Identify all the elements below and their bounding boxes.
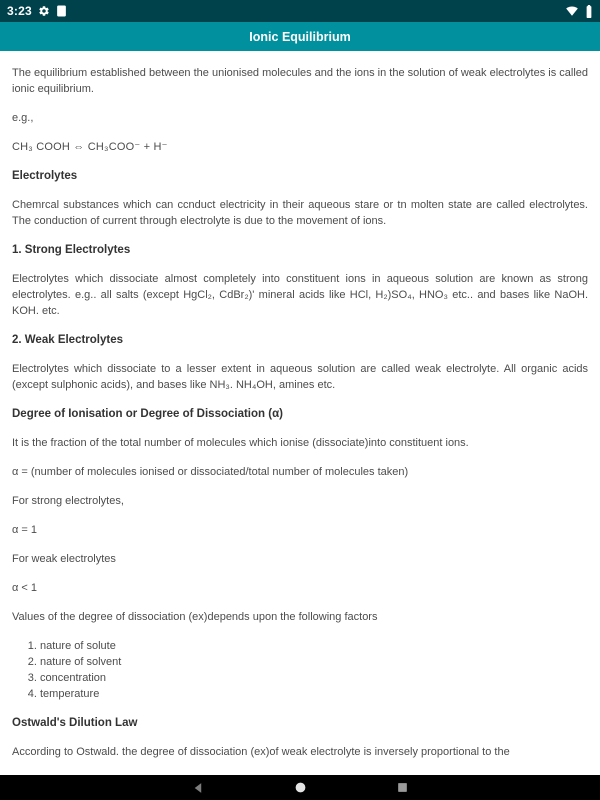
back-icon	[192, 781, 205, 795]
content-area[interactable]	[0, 51, 600, 775]
recents-button[interactable]	[392, 778, 412, 798]
chemical-equation: CH₃ COOH ⇔ CH₃COO⁻ + H⁻	[12, 141, 168, 153]
paragraph: Electrolytes which dissociate almost completely into constituent ions in aqueous solution are known as strong electrolytes. e.g.. all salts (except HgCl₂, CdBr₂)' mineral acids like HCl, H₂)SO₄, HNO₃ etc.. and bases like NaOH. KOH. etc.	[12, 273, 588, 317]
paragraph: e.g.,	[12, 112, 34, 124]
back-button[interactable]	[188, 778, 208, 798]
wifi-icon	[565, 5, 579, 17]
paragraph: α < 1	[12, 582, 38, 594]
gear-icon	[38, 5, 50, 17]
paragraph: Electrolytes which dissociate to a lesser extent in aqueous solution are called weak electrolyte. All organic acids (except sulphonic acids), and bases like NH₃. NH₄OH, amines etc.	[12, 363, 588, 391]
paragraph: It is the fraction of the total number of molecules which ionise (dissociate)into constituent ions.	[12, 437, 469, 449]
status-bar	[0, 0, 600, 22]
section-heading: 2. Weak Electrolytes	[12, 334, 124, 346]
paragraph: α = (number of molecules ionised or dissociated/total number of molecules taken)	[12, 466, 409, 478]
home-button[interactable]	[290, 778, 310, 798]
paragraph: For strong electrolytes,	[12, 495, 124, 507]
paragraph: The equilibrium established between the unionised molecules and the ions in the solution of weak electrolytes is called ionic equilibrium.	[12, 67, 589, 95]
navigation-bar	[0, 775, 600, 800]
paragraph: Values of the degree of dissociation (ex)depends upon the following factors	[12, 611, 378, 623]
status-time: 3:23	[7, 4, 32, 18]
battery-icon	[585, 5, 593, 18]
list-item: 2. nature of solvent	[40, 654, 588, 670]
section-heading: Electrolytes	[12, 170, 78, 182]
section-heading: 1. Strong Electrolytes	[12, 244, 131, 256]
paragraph: Chemrcal substances which can ccnduct electricity in their aqueous stare or tn molten state are called electrolytes. The conduction of current through electrolyte is due to the movement of ions.	[12, 199, 588, 227]
list-item: 1. nature of solute	[40, 638, 588, 654]
page-title: Ionic Equilibrium	[249, 29, 351, 44]
list-item: 3. concentration	[40, 670, 588, 686]
status-bar-right	[565, 5, 593, 18]
section-heading: Ostwald's Dilution Law	[12, 717, 138, 729]
home-icon	[294, 781, 307, 794]
recents-icon	[396, 781, 409, 794]
paragraph: For weak electrolytes	[12, 553, 116, 565]
clipboard-icon	[56, 5, 67, 17]
paragraph: According to Ostwald. the degree of dissociation (ex)of weak electrolyte is inversely proportional to the	[12, 746, 510, 758]
ordered-list	[12, 638, 588, 702]
section-heading: Degree of Ionisation or Degree of Dissociation (α)	[12, 408, 283, 420]
paragraph: α = 1	[12, 524, 38, 536]
app-bar	[0, 22, 600, 51]
status-bar-left	[7, 4, 67, 18]
list-item: 4. temperature	[40, 686, 588, 702]
